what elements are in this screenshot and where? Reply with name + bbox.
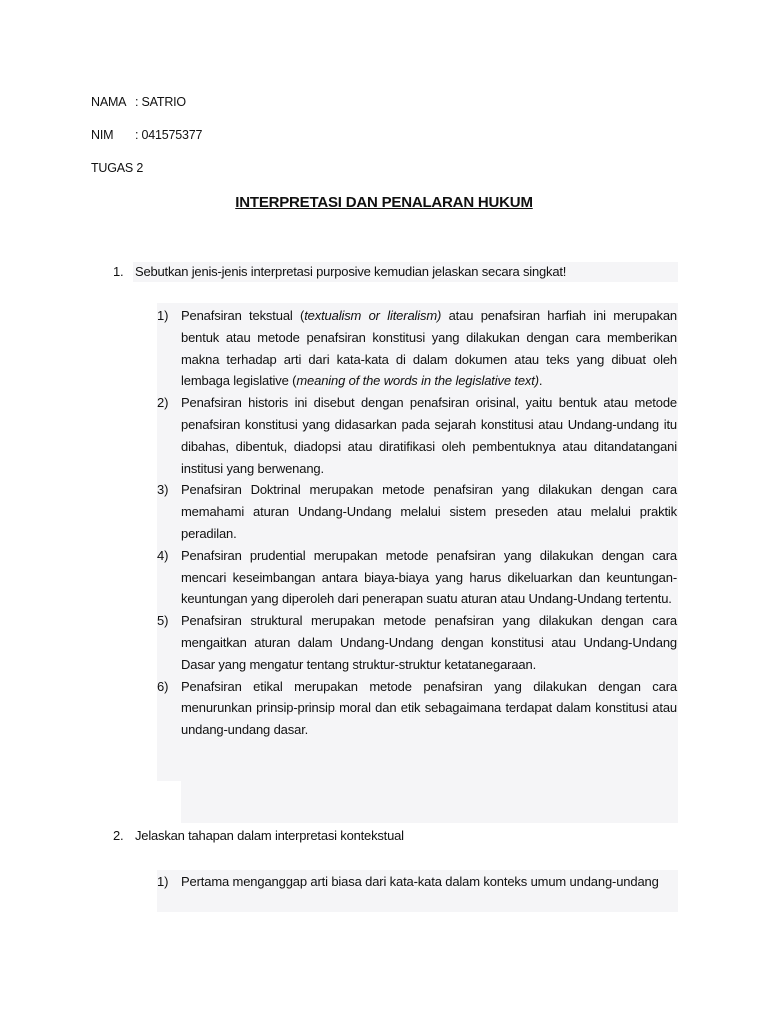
item-number: 5): [157, 613, 169, 629]
nim-label: NIM: [91, 128, 114, 142]
question-number: 1.: [113, 264, 124, 279]
item-text: Penafsiran historis ini disebut dengan penafsiran orisinal, yaitu bentuk atau metode penafsiran konstitusi yang didasarkan pada sejarah konstitusi atau Undang-undang itu dibahas, dibentuk, diadopsi atau diratifikasi oleh pembentuknya atau ditandatangani institusi yang berwenang.: [181, 395, 677, 476]
answer-list-1: [157, 305, 677, 741]
item-number: 1): [157, 308, 169, 323]
item-text-italic: textualism or literalism): [304, 308, 442, 323]
item-text: Penafsiran Doktrinal merupakan metode penafsiran yang dilakukan dengan cara memahami aturan Undang-Undang melalui sistem preseden atau melalui praktik peradilan.: [181, 482, 677, 541]
item-text-part: atau penafsiran harfiah ini merupakan bentuk atau metode penafsiran konstitusi yang dilakukan dengan cara memberikan makna terhadap arti dari kata-kata di dalam dokumen atau teks yang dibuat oleh lembaga legislative (: [181, 308, 677, 389]
item-number: 3): [157, 482, 169, 498]
item-number: 1): [157, 874, 169, 889]
list-item: [157, 479, 677, 544]
document-title: INTERPRETASI DAN PENALARAN HUKUM: [235, 194, 533, 211]
nama-label: NAMA: [91, 95, 127, 109]
item-text-italic: meaning of the words in the legislative text): [296, 373, 539, 389]
item-number: 4): [157, 547, 169, 563]
tugas-line: TUGAS 2: [91, 161, 144, 175]
nama-line: [91, 95, 186, 109]
item-number: 6): [157, 678, 169, 694]
answers-1-highlight-tail: [181, 781, 678, 823]
list-item: [157, 871, 677, 893]
list-item: [157, 392, 677, 479]
question-number: 2.: [113, 828, 124, 843]
item-text-part: .: [538, 373, 543, 389]
list-item: [157, 676, 677, 741]
question-text: Sebutkan jenis-jenis interpretasi purposive kemudian jelaskan secara singkat!: [135, 264, 567, 279]
item-number: 2): [157, 395, 169, 411]
question-1: [113, 264, 566, 279]
nama-value: : SATRIO: [135, 95, 186, 109]
question-text: Jelaskan tahapan dalam interpretasi kontekstual: [135, 828, 404, 843]
item-text: Penafsiran etikal merupakan metode penafsiran yang dilakukan dengan cara menurunkan prinsip-prinsip moral dan etik sebagaimana terdapat dalam konstitusi atau undang-undang dasar.: [181, 678, 677, 738]
item-text: [181, 305, 677, 392]
nim-value: : 041575377: [135, 128, 203, 142]
list-item: [157, 545, 677, 610]
nim-line: [91, 128, 202, 142]
item-text: Penafsiran prudential merupakan metode penafsiran yang dilakukan dengan cara mencari keseimbangan antara biaya-biaya yang harus dikeluarkan dan keuntungan-keuntungan yang diperoleh dari penerapan suatu aturan atau Undang-Undang tertentu.: [181, 547, 677, 607]
item-text-part: Penafsiran tekstual (: [181, 308, 305, 323]
question-2: [113, 828, 404, 843]
item-text: Penafsiran struktural merupakan metode penafsiran yang dilakukan dengan cara mengaitkan aturan dalam Undang-Undang dengan konstitusi atau Undang-Undang Dasar yang mengatur tentang struktur-struktur ketatanegaraan.: [181, 613, 677, 672]
list-item: [157, 305, 677, 392]
list-item: [157, 610, 677, 675]
answer-list-2: [157, 871, 677, 893]
item-text: Pertama menganggap arti biasa dari kata-kata dalam konteks umum undang-undang: [181, 874, 659, 889]
